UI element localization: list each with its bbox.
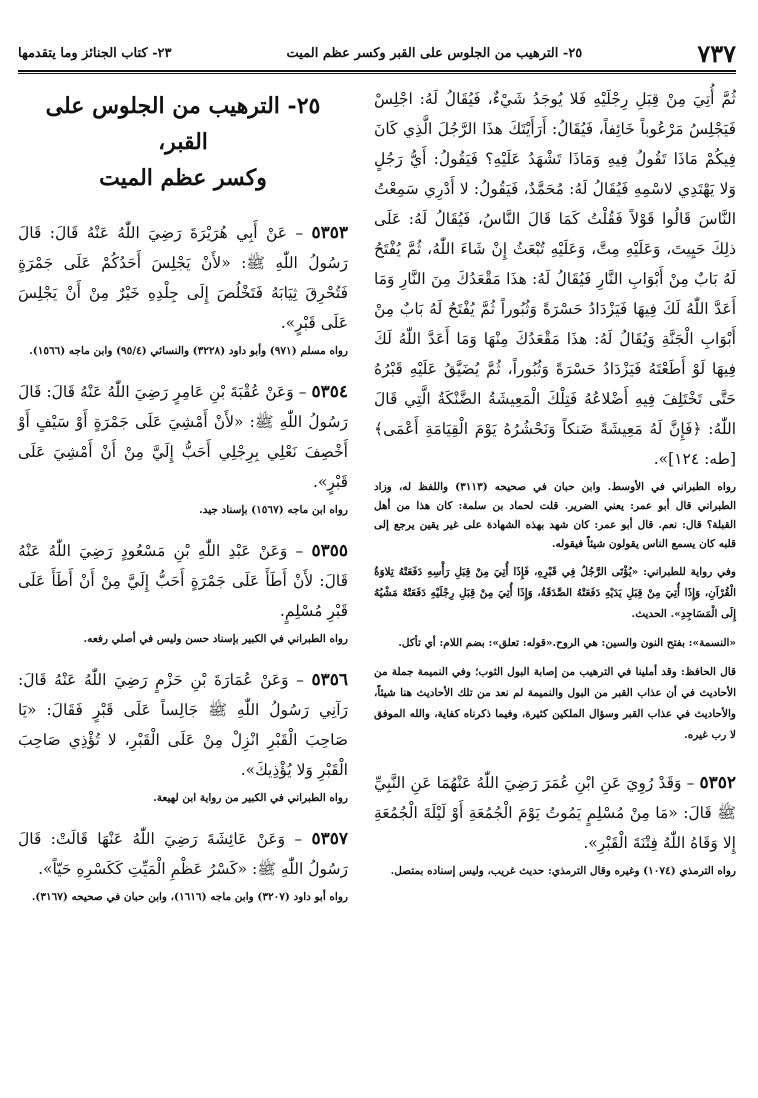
header-rule [18,70,736,72]
hadith-reference: رواه الطبراني في الكبير من رواية ابن لهيعة. [153,792,348,804]
hadith-text: – وَقَدْ رُوِيَ عَنِ ابْنِ عُمَرَ رَضِيَ اللّٰهُ عَنْهُمَا عَنِ النَّبِيِّ ﷺ قَالَ: «مَا مِنْ مُسْلِمٍ يَمُوتُ يَوْمَ الْجُمُعَةِ أَوْ لَيْلَةَ الْجُمُعَةِ إِلا وَقَاهُ اللّٰهُ فِتْنَةَ الْقَبْرِ». [374,774,736,852]
hadith-text: – وَعَنْ عُمَارَةَ بْنِ حَزْمٍ رَضِيَ اللّٰهُ عَنْهُ قَالَ: رَآنِي رَسُولُ اللّٰهِ ﷺ جَالِساً عَلَى قَبْرٍ فَقَالَ: «يَا صَاحِبَ الْقَبْرِ انْزِلْ مِنْ عَلَى الْقَبْرِ، لا تُؤْذِي صَاحِبَ الْقَبْرِ وَلا يُؤْذِيكَ». [18,671,348,779]
variant-narration: وفي رواية للطبراني: «يُؤْتَى الرَّجُلُ فِي قَبْرِهِ، فَإِذَا أُتِيَ مِنْ قِبَلِ رَأْسِهِ دَفَعَتْهُ تِلاوَةُ الْقُرْآنِ، وَإِذَا أُتِيَ مِنْ قِبَلِ يَدَيْهِ دَفَعَتْهُ الصَّدَقَةُ، وَإِذَا أُتِيَ مِنْ قِبَلِ رِجْلَيْهِ دَفَعَتْهُ مَشْيُهُ إِلَى الْمَسَاجِدِ». الحديث. [374,566,736,620]
hadith-text: – وَعَنْ عَبْدِ اللّٰهِ بْنِ مَسْعُودٍ رَضِيَ اللّٰهُ عَنْهُ قَالَ: لأَنْ أَطَأَ عَلَى جَمْرَةٍ أَحَبُّ إِلَيَّ مِنْ أَنْ أَطَأَ عَلَى قَبْرِ مُسْلِمٍ. [18,542,348,620]
book-running-title: ٢٣- كتاب الجنائز وما يتقدمها [18,45,172,61]
hadith-reference: رواه الترمذي (١٠٧٤) وغيره وقال الترمذي: حديث غريب، وليس إسناده بمتصل. [390,865,736,877]
hadith-5353 [18,218,348,361]
left-column [18,84,348,923]
chapter-title-line-2: وكسر عظم الميت [99,165,267,191]
chapter-title-line-1: ٢٥- الترهيب من الجلوس على القبر، [45,93,321,155]
hadith-reference: رواه مسلم (٩٧١) وأبو داود (٣٢٢٨) والنسائي (٩٥/٤) وابن ماجه (١٥٦٦). [29,345,348,357]
hadith-continuation: ثُمَّ أُتِيَ مِنْ قِبَلِ رِجْلَيْهِ فَلا يُوجَدُ شَيْءٌ، فَيُقَالُ لَهُ: اجْلِسْ فَيَجْلِسُ مَرْعُوباً خَائِفاً، فَيُقَالُ: أَرَأَيْتَكَ هذَا الرَّجُلَ الَّذِي كَانَ فِيكُمْ مَاذَا تَقُولُ فِيهِ وَمَاذَا تَشْهَدُ عَلَيْهِ؟ فَيَقُولُ: أَيُّ رَجُلٍ وَلا يَهْتَدِي لاسْمِهِ فَيُقَالُ لَهُ: مُحَمَّدٌ، فَيَقُولُ: لا أَدْرِي سَمِعْتُ النَّاسَ قَالُوا قَوْلاً فَقُلْتُ كَمَا قَالَ النَّاسُ، فَيُقَالُ لَهُ: عَلَى ذلِكَ حَيِيتَ، وَعَلَيْهِ مِتَّ، وَعَلَيْهِ تُبْعَثُ إِنْ شَاءَ اللّٰهُ، ثُمَّ يُفْتَحُ لَهُ بَابٌ مِنْ أَبْوَابِ النَّارِ فَيُقَالُ لَهُ: هذَا مَقْعَدُكَ مِنَ النَّارِ وَمَا أَعَدَّ اللّٰهُ لَكَ فِيهَا فَيَزْدَادُ حَسْرَةً وَثُبُوراً ثُمَّ يُفْتَحُ لَهُ بَابٌ مِنْ أَبْوَابِ الْجَنَّةِ وَيُقَالُ لَهُ: هذَا مَقْعَدُكَ مِنْهَا وَمَا أَعَدَّ اللّٰهُ لَكَ فِيهَا لَوْ أَطَعْتَهُ فَيَزْدَادُ حَسْرَةً وَثُبُوراً، ثُمَّ يُضَيَّقُ عَلَيْهِ قَبْرُهُ حَتَّى تَخْتَلِفَ فِيهِ أَضْلاعُهُ فَتِلْكَ الْمَعِيشَةُ الضَّنْكَةُ الَّتِي قَالَ اللّٰهُ: ﴿فَإِنَّ لَهُ مَعِيشَةً ضَنكاً وَنَحْشُرُهُ يَوْمَ الْقِيَامَةِ أَعْمَى﴾ [طه: ١٢٤]». [374,90,736,468]
right-column [374,84,736,893]
hadith-text: – وَعَنْ عُقْبَةَ بْنِ عَامِرٍ رَضِيَ اللّٰهُ عَنْهُ قَالَ: قَالَ رَسُولُ اللّٰهِ ﷺ: «لأَنْ أَمْشِيَ عَلَى جَمْرَةٍ أَوْ سَيْفٍ أَوْ أَخْصِفَ نَعْلِي بِرِجْلِي أَحَبُّ إِلَيَّ مِنْ أَنْ أَمْشِيَ عَلَى قَبْرٍ». [18,383,348,491]
running-header [18,40,736,66]
hadith-reference: رواه أبو داود (٣٢٠٧) وابن ماجه (١٦١٦)، وابن حبان في صحيحه (٣١٦٧). [31,891,348,903]
section-running-title: ٢٥- الترهيب من الجلوس على القبر وكسر عظم الميت [286,45,583,61]
hadith-reference: رواه ابن ماجه (١٥٦٧) بإسناد جيد. [199,504,348,516]
hadith-number: ٥٣٥٦ [311,670,348,690]
hadith-number: ٥٣٥٣ [311,223,348,243]
hadith-number: ٥٣٥٤ [311,382,348,402]
hadith-5355 [18,536,348,649]
chapter-title [18,88,348,196]
hafiz-note: قال الحافظ: وقد أملينا في الترهيب من إصابة البول الثوب؛ وفي النميمة جملة من الأحاديث في أن عذاب القبر من البول والنميمة لم نعد من تلك الأحاديث هنا شيئاً، والأحاديث في عذاب القبر وسؤال الملكين كثيرة، وفيما ذكرناه كفاية، والله الموفق لا رب غيره. [374,666,736,741]
hadith-5357 [18,824,348,907]
hadith-text: – وَعَنْ عَائِشَةَ رَضِيَ اللّٰهُ عَنْهَا قَالَتْ: قَالَ رَسُولُ اللّٰهِ ﷺ: «كَسْرُ عَظْمِ الْمَيِّتِ كَكَسْرِهِ حَيّاً». [18,830,348,878]
hadith-number: ٥٣٥٧ [311,829,348,849]
header-rule-thin [18,73,736,74]
hadith-5354 [18,377,348,520]
page-number: ٧٣٧ [697,38,736,68]
glossary-note: «النسمة»: بفتح النون والسين: هي الروح.«قوله: تعلق»: بضم اللام: أي تأكل. [398,637,736,649]
hadith-5352 [374,768,736,881]
hadith-5356 [18,665,348,808]
hadith-text: – عَنْ أَبِي هُرَيْرَةَ رَضِيَ اللّٰهُ عَنْهُ قَالَ: قَالَ رَسُولُ اللّٰهِ ﷺ: «لأَنْ يَجْلِسَ أَحَدُكُمْ عَلَى جَمْرَةٍ فَتُحْرِقَ ثِيَابَهُ فَتَخْلُصَ إِلَى جِلْدِهِ خَيْرٌ مِنْ أَنْ يَجْلِسَ عَلَى قَبْرٍ». [18,224,348,332]
hadith-reference: رواه الطبراني في الكبير بإسناد حسن وليس في أصلي رفعه. [83,633,348,645]
hadith-number: ٥٣٥٥ [311,541,348,561]
reference-note: رواه الطبراني في الأوسط. وابن حبان في صحيحه (٣١١٣) واللفظ له، وزاد الطبراني قال أبو عمر: يعني الضرير. قلت لحماد بن سلمة: كان هذا من أهل القبلة؟ قال: نعم. قال أبو عمر: كان شهد بهذه الشهادة على غير يقين يرجع إلى قلبه كان يسمع الناس يقولون شيئاً فيقوله. [374,481,736,550]
hadith-number: ٥٣٥٢ [699,773,736,793]
